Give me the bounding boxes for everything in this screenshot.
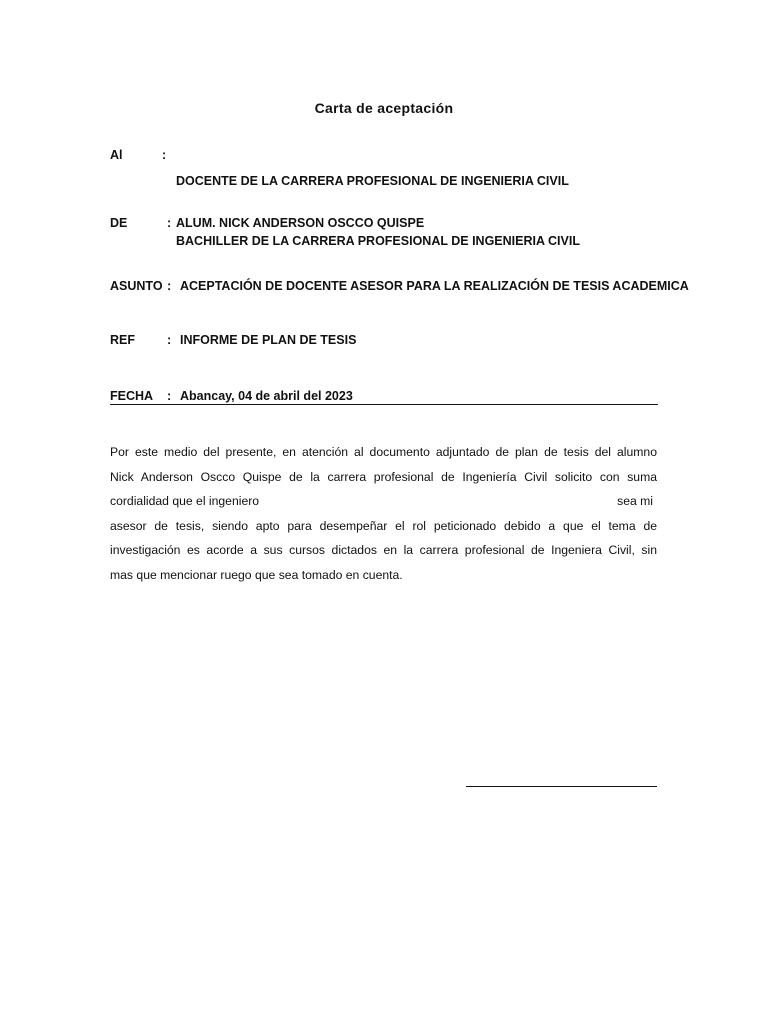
body-line-with-blank (110, 489, 657, 514)
body-line: Nick Anderson Oscco Quispe de la carrera profesional de Ingeniería Civil solicito con suma (110, 469, 657, 484)
header-ref-label: REF (110, 333, 135, 347)
header-ref-value: INFORME DE PLAN DE TESIS (180, 333, 357, 347)
header-de-label: DE (110, 216, 128, 230)
header-al-label: Al (110, 148, 123, 162)
header-al-value: DOCENTE DE LA CARRERA PROFESIONAL DE INGENIERIA CIVIL (176, 174, 569, 188)
header-divider (110, 404, 658, 405)
body-line: investigación es acorde a sus cursos dictados en la carrera profesional de Ingeniera Civil, sin (110, 543, 657, 557)
signature-line (466, 786, 657, 787)
header-de-colon: : (167, 216, 172, 230)
body-line: Por este medio del presente, en atención al documento adjuntado de plan de tesis del alumno (110, 445, 657, 459)
body-line-left: cordialidad que el ingeniero (110, 494, 260, 508)
body-line: asesor de tesis, siendo apto para desempeñar el rol peticionado debido a que el tema de (110, 518, 657, 533)
header-asunto-label: ASUNTO (110, 279, 163, 293)
header-al-colon: : (162, 148, 167, 162)
header-fecha-colon: : (167, 389, 172, 403)
header-asunto-value: ACEPTACIÓN DE DOCENTE ASESOR PARA LA REALIZACIÓN DE TESIS ACADEMICA (180, 279, 689, 293)
header-ref-colon: : (167, 333, 172, 347)
header-de-value-line1: ALUM. NICK ANDERSON OSCCO QUISPE (176, 216, 425, 230)
body-line-right: sea mi (617, 494, 653, 508)
letter-title: Carta de aceptación (314, 100, 454, 116)
letter-body (110, 440, 657, 587)
header-de-value-line2: BACHILLER DE LA CARRERA PROFESIONAL DE INGENIERIA CIVIL (176, 234, 580, 248)
header-fecha-value: Abancay, 04 de abril del 2023 (180, 389, 353, 403)
header-asunto-colon: : (167, 279, 172, 293)
body-line: mas que mencionar ruego que sea tomado en cuenta. (110, 567, 403, 582)
header-fecha-label: FECHA (110, 389, 154, 403)
